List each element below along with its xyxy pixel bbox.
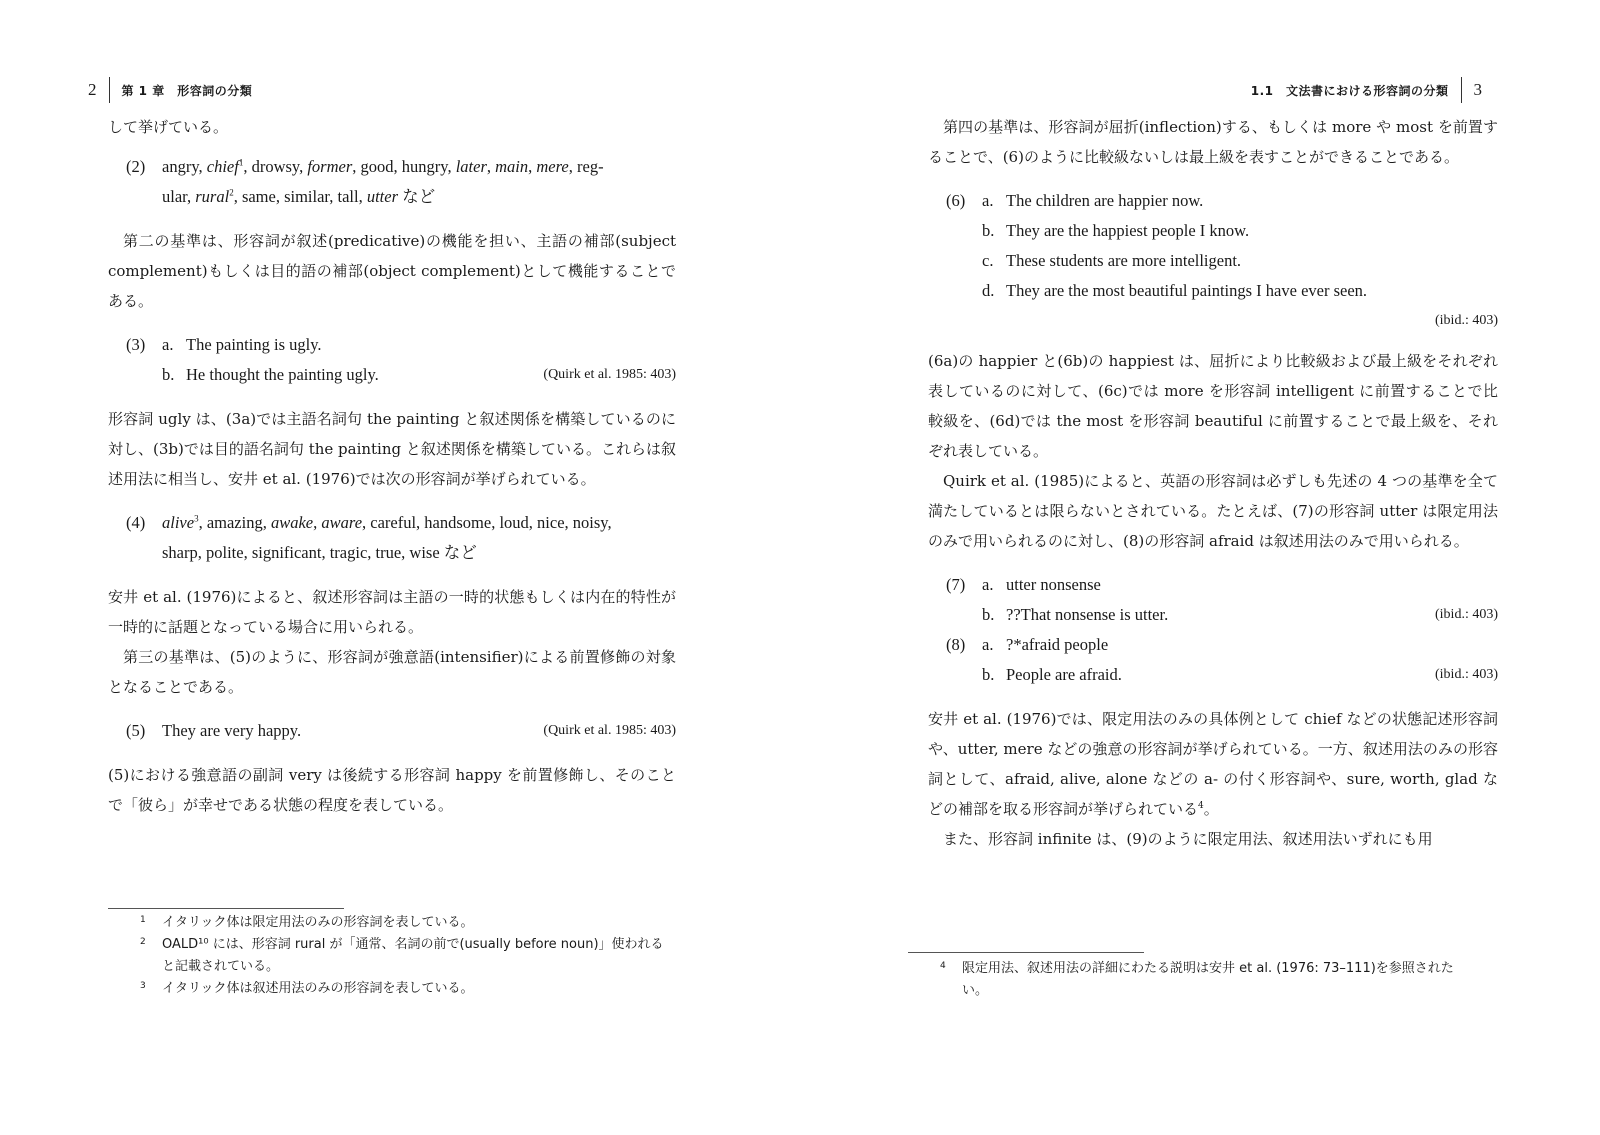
example-text: They are the happiest people I know.	[1006, 221, 1250, 240]
paragraph: 安井 et al. (1976)では、限定用法のみの具体例として chief などの状態記述形容詞や、utter, mere などの強意の形容詞が挙げられている。一方、叙述用法のみの形容詞として、afraid, alive, alone などの a- の付く形容詞や、sure, worth, glad などの補部を取る形容詞が挙げられている$^4$。	[928, 710, 1498, 818]
example-sub-label: b.	[982, 221, 995, 240]
right-running-header	[1251, 77, 1482, 103]
chapter-title: 第 1 章 形容詞の分類	[121, 83, 253, 98]
example-text: They are very happy.	[162, 721, 302, 740]
example-text: utter nonsense	[1006, 575, 1101, 594]
example-text: ?*afraid people	[1006, 635, 1109, 654]
example-4	[108, 508, 676, 568]
example-text: The children are happier now.	[1006, 191, 1204, 210]
example-text: He thought the painting ugly.	[186, 365, 379, 384]
example-number: (7)	[946, 575, 966, 594]
example-text: alive$^3$, amazing, awake, aware, careful, handsome, loud, nice, noisy,	[162, 513, 612, 532]
left-running-header	[88, 77, 252, 103]
paragraph: 安井 et al. (1976)によると、叙述形容詞は主語の一時的状態もしくは内在的特性が一時的に話題となっている場合に用いられる。	[108, 588, 676, 636]
example-text: The painting is ugly.	[186, 335, 322, 354]
citation: (Quirk et al. 1985: 403)	[543, 723, 676, 738]
example-text-cont: sharp, polite, significant, tragic, true, wise など	[162, 543, 477, 562]
paragraph: また、形容詞 infinite は、(9)のように限定用法、叙述用法いずれにも用	[943, 830, 1433, 848]
example-number: (5)	[126, 721, 146, 740]
paragraph: 形容詞 ugly は、(3a)では主語名詞句 the painting と叙述関係を構築しているのに対し、(3b)では目的語名詞句 the painting と叙述関係を構築している。これらは叙述用法に相当し、安井 et al. (1976)では次の形容詞が挙げられている。	[108, 410, 676, 488]
example-number: (4)	[126, 513, 146, 532]
example-sub-label: a.	[162, 335, 174, 354]
header-divider	[109, 77, 110, 103]
paragraph: 第三の基準は、(5)のように、形容詞が強意語(intensifier)による前置修飾の対象となることである。	[108, 648, 676, 696]
footnote: 3 イタリック体は叙述用法のみの形容詞を表している。	[140, 981, 474, 996]
paragraph: 第二の基準は、形容詞が叙述(predicative)の機能を担い、主語の補部(subject complement)もしくは目的語の補部(object complement)として機能することである。	[108, 232, 676, 310]
example-6	[928, 186, 1498, 336]
citation: (ibid.: 403)	[1435, 667, 1498, 682]
example-8	[928, 630, 1498, 690]
header-divider	[1461, 77, 1462, 103]
paragraph: Quirk et al. (1985)によると、英語の形容詞は必ずしも先述の 4 つの基準を全て満たしているとは限らないとされている。たとえば、(7)の形容詞 utter は限定用法のみで用いられるのに対し、(8)の形容詞 afraid は叙述用法のみで用いられる。	[928, 472, 1498, 550]
example-3	[108, 330, 676, 390]
footnote-rule	[908, 952, 1144, 953]
example-sub-label: c.	[982, 251, 994, 270]
example-sub-label: a.	[982, 191, 994, 210]
example-number: (6)	[946, 191, 966, 210]
section-title: 1.1 文法書における形容詞の分類	[1250, 83, 1449, 98]
citation: (ibid.: 403)	[1435, 607, 1498, 622]
paragraph: (6a)の happier と(6b)の happiest は、屈折により比較級および最上級をそれぞれ表しているのに対して、(6c)では more を形容詞 intelligent に前置することで比較級を、(6d)では the most を形容詞 beautiful に前置することで最上級を、それぞれ表している。	[928, 352, 1498, 460]
example-5	[108, 716, 676, 746]
example-number: (2)	[126, 157, 146, 176]
example-text: angry, chief$^1$, drowsy, former, good, hungry, later, main, mere, reg-	[162, 157, 604, 176]
example-text: These students are more intelligent.	[1006, 251, 1242, 270]
left-body	[108, 112, 676, 820]
page-number: 3	[1473, 80, 1482, 99]
example-text-cont: ular, rural$^2$, same, similar, tall, utter など	[162, 187, 436, 206]
example-sub-label: b.	[982, 605, 995, 624]
continued-line: して挙げている。	[108, 118, 229, 136]
footnotes	[940, 958, 1464, 1002]
example-text: They are the most beautiful paintings I have ever seen.	[1006, 281, 1368, 300]
citation: (Quirk et al. 1985: 403)	[543, 367, 676, 382]
right-page	[800, 0, 1600, 1135]
example-7	[928, 570, 1498, 630]
right-body	[928, 112, 1498, 854]
example-sub-label: b.	[982, 665, 995, 684]
footnote: 4 限定用法、叙述用法の詳細にわたる説明は安井 et al. (1976: 73–111)を参照されたい。	[940, 961, 1454, 998]
citation: (ibid.: 403)	[1435, 313, 1498, 328]
footnotes	[140, 912, 670, 1000]
example-text: ??That nonsense is utter.	[1006, 605, 1169, 624]
example-sub-label: d.	[982, 281, 995, 300]
example-number: (8)	[946, 635, 966, 654]
page-number: 2	[88, 80, 97, 99]
example-sub-label: b.	[162, 365, 175, 384]
footnote: 2 OALD¹⁰ には、形容詞 rural が「通常、名詞の前で(usually before noun)」使われると記載されている。	[140, 937, 664, 974]
footnote: 1 イタリック体は限定用法のみの形容詞を表している。	[140, 915, 474, 930]
example-sub-label: a.	[982, 635, 994, 654]
example-number: (3)	[126, 335, 146, 354]
example-2	[108, 152, 676, 212]
example-text: People are afraid.	[1006, 665, 1122, 684]
paragraph: 第四の基準は、形容詞が屈折(inflection)する、もしくは more や most を前置することで、(6)のように比較級ないしは最上級を表すことができることである。	[928, 118, 1498, 166]
example-sub-label: a.	[982, 575, 994, 594]
paragraph: (5)における強意語の副詞 very は後続する形容詞 happy を前置修飾し、そのことで「彼ら」が幸せである状態の程度を表している。	[108, 766, 676, 814]
